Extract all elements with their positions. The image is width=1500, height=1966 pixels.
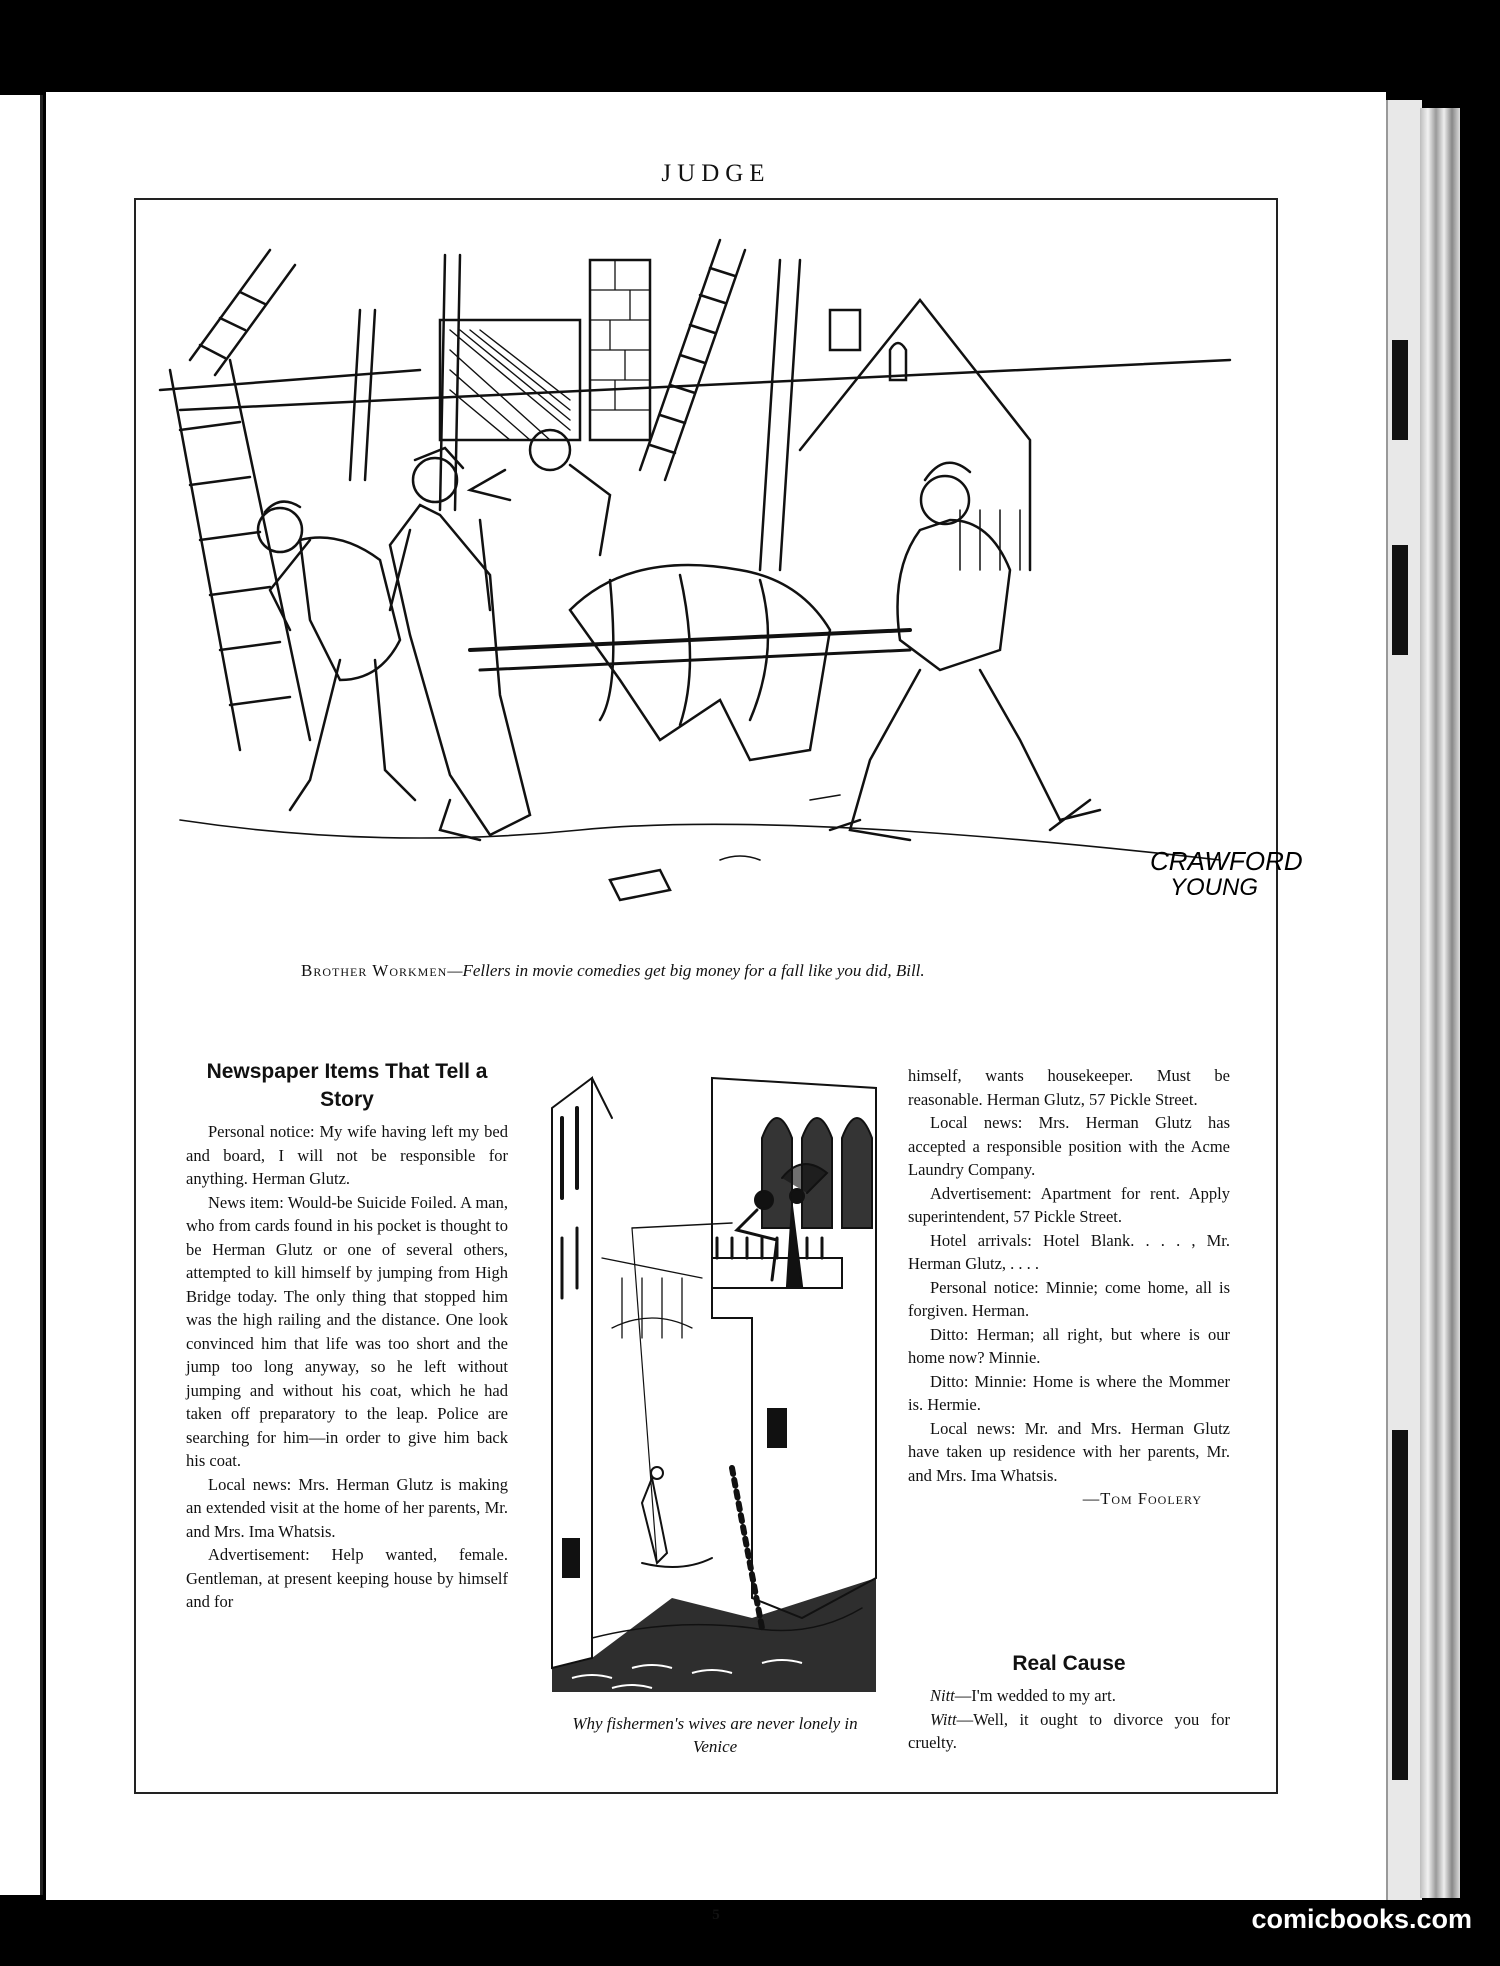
page-number: 5 — [712, 1907, 720, 1923]
facing-page-edge — [0, 95, 43, 1895]
joke-text: —I'm wedded to my art. — [954, 1686, 1116, 1705]
venice-caption: Why fishermen's wives are never lonely in Venice — [572, 1714, 858, 1756]
article-paragraph: News item: Would-be Suicide Foiled. A man, who from cards found in his pocket is thought to be Herman Glutz or one of several others, attempted to kill himself by jumping from High Bridge today. The only thing that stopped him was the high railing and the distance. One look convinced him that life was too short and the jump too long anyway, so he left without jumping and without his coat, which he had taken off preparatory to the leap. Police are searching for him—in order to give him back his coat. — [186, 1192, 508, 1470]
cartoon-caption — [301, 958, 1181, 984]
workmen-cartoon — [160, 240, 1303, 960]
venice-cartoon — [552, 1078, 876, 1692]
article-paragraph: Advertisement: Apartment for rent. Apply superintendent, 57 Pickle Street. — [908, 1183, 1230, 1226]
joke-speaker: Nitt — [930, 1686, 955, 1705]
caption-lead: Brother Workmen — [301, 961, 448, 980]
article-paragraph: Personal notice: My wife having left my bed and board, I will not be responsible for anything. Herman Glutz. — [186, 1122, 508, 1188]
spine-mark — [1392, 545, 1408, 655]
article-paragraph: Local news: Mr. and Mrs. Herman Glutz have taken up residence with her parents, Mr. and Mrs. Ima Whatsis. — [908, 1418, 1230, 1485]
article-paragraph: Hotel arrivals: Hotel Blank. . . . , Mr. Herman Glutz, . . . . — [908, 1230, 1230, 1273]
article-paragraph: Advertisement: Help wanted, female. Gentleman, at present keeping house by himself and for — [186, 1545, 508, 1611]
joke-line — [908, 1708, 1230, 1755]
spine-mark — [1392, 1430, 1408, 1780]
article-paragraph: Local news: Mrs. Herman Glutz is making an extended visit at the home of her parents, Mr. and Mrs. Ima Whatsis. — [186, 1474, 508, 1541]
artist-signature: CRAWFORD — [1150, 846, 1303, 876]
joke-text: —Well, it ought to divorce you for cruelty. — [908, 1709, 1230, 1752]
article-paragraph: Ditto: Herman; all right, but where is our home now? Minnie. — [908, 1324, 1230, 1367]
magazine-page — [46, 92, 1386, 1923]
article-paragraph: Personal notice: Minnie; come home, all is forgiven. Herman. — [908, 1277, 1230, 1320]
magazine-title: JUDGE — [661, 160, 771, 187]
author-signature: —Tom Foolery — [1082, 1489, 1202, 1508]
page-edges — [1420, 108, 1460, 1898]
spine-mark — [1392, 340, 1408, 440]
article-right-column — [908, 1064, 1230, 1511]
artist-signature-2: YOUNG — [1170, 874, 1259, 901]
caption-text: —Fellers in movie comedies get big money for a fall like you did, Bill. — [447, 961, 925, 980]
joke-title: Real Cause — [1012, 1652, 1126, 1675]
joke-column — [908, 1650, 1230, 1755]
article-left-column — [186, 1058, 508, 1614]
joke-line — [908, 1684, 1230, 1708]
article-title: Newspaper Items That Tell a Story — [206, 1060, 488, 1111]
article-paragraph: Local news: Mrs. Herman Glutz has accepted a responsible position with the Acme Laundry Company. — [908, 1113, 1230, 1179]
joke-speaker: Witt — [930, 1709, 957, 1729]
site-watermark: comicbooks.com — [1251, 1904, 1472, 1934]
article-continuation: himself, wants housekeeper. Must be reasonable. Herman Glutz, 57 Pickle Street. — [908, 1066, 1230, 1109]
article-paragraph: Ditto: Minnie: Home is where the Mommer is. Hermie. — [908, 1371, 1230, 1414]
